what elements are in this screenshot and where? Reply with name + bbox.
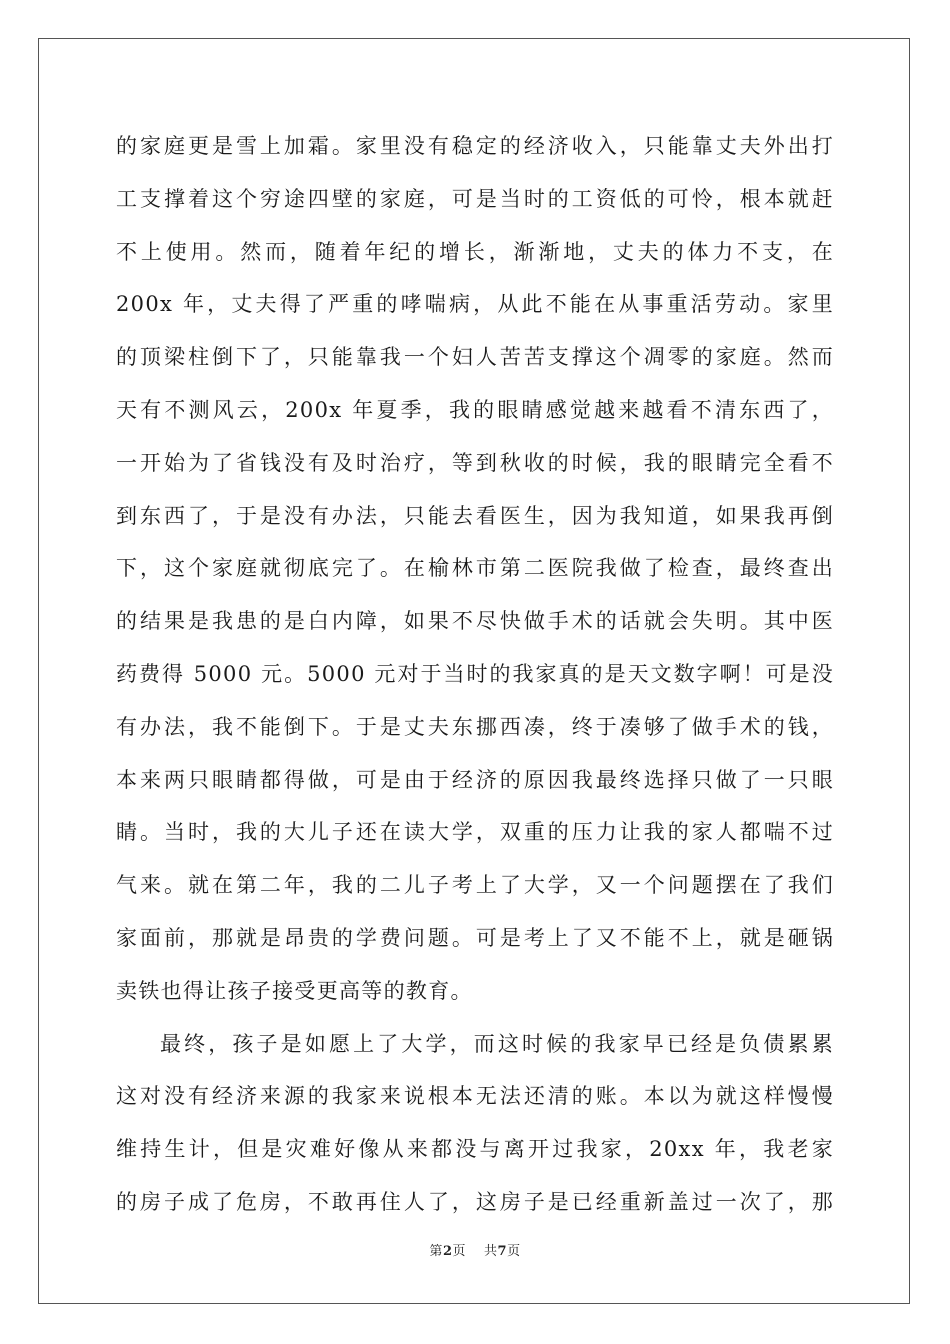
page-prefix: 第 [429, 1244, 443, 1259]
text-line: 有办法，我不能倒下。于是丈夫东挪西凑，终于凑够了做手术的钱， [116, 714, 834, 739]
document-body [116, 120, 834, 1229]
text-line: 下，这个家庭就彻底完了。在榆林市第二医院我做了检查，最终查出 [116, 556, 834, 581]
text-line: 的房子成了危房，不敢再住人了，这房子是已经重新盖过一次了，那 [116, 1189, 834, 1214]
text-line: 的家庭更是雪上加霜。家里没有稳定的经济收入，只能靠丈夫外出打 [116, 134, 834, 158]
page-suffix: 页 [452, 1244, 466, 1259]
text-line: 维持生计，但是灾难好像从来都没与离开过我家，20xx 年，我老家 [116, 1137, 834, 1162]
text-line: 的顶梁柱倒下了，只能靠我一个妇人苦苦支撑这个凋零的家庭。然而 [116, 345, 834, 370]
text-line: 天有不测风云，200x 年夏季，我的眼睛感觉越来越看不清东西了， [116, 397, 834, 422]
text-line: 最终，孩子是如愿上了大学，而这时候的我家早已经是负债累累 [160, 1031, 834, 1056]
page-number: 2 [442, 1244, 453, 1259]
text-line: 这对没有经济来源的我家来说根本无法还清的账。本以为就这样慢慢 [116, 1084, 834, 1109]
text-line: 本来两只眼睛都得做，可是由于经济的原因我最终选择只做了一只眼 [116, 767, 834, 792]
text-line: 200x 年，丈夫得了严重的哮喘病，从此不能在从事重活劳动。家里 [116, 292, 834, 317]
text-line: 卖铁也得让孩子接受更高等的教育。 [116, 978, 473, 1003]
text-line: 工支撑着这个穷途四壁的家庭，可是当时的工资低的可怜，根本就赶 [116, 186, 834, 211]
page-footer [0, 1240, 950, 1259]
text-line: 家面前，那就是昂贵的学费问题。可是考上了又不能不上，就是砸锅 [116, 925, 834, 950]
text-line: 气来。就在第二年，我的二儿子考上了大学，又一个问题摆在了我们 [116, 873, 834, 898]
text-line: 药费得 5000 元。5000 元对于当时的我家真的是天文数字啊！可是没 [116, 661, 834, 686]
paragraph-1 [116, 120, 834, 1018]
total-pages: 7 [497, 1244, 508, 1259]
text-line: 的结果是我患的是白内障，如果不尽快做手术的话就会失明。其中医 [116, 609, 834, 634]
total-prefix: 共 [484, 1244, 498, 1259]
total-suffix: 页 [507, 1244, 521, 1259]
text-line: 一开始为了省钱没有及时治疗，等到秋收的时候，我的眼睛完全看不 [116, 450, 834, 475]
text-line: 睛。当时，我的大儿子还在读大学，双重的压力让我的家人都喘不过 [116, 820, 834, 845]
paragraph-2 [116, 1018, 834, 1229]
text-line: 不上使用。然而，随着年纪的增长，渐渐地，丈夫的体力不支，在 [116, 239, 834, 264]
text-line: 到东西了，于是没有办法，只能去看医生，因为我知道，如果我再倒 [116, 503, 834, 528]
